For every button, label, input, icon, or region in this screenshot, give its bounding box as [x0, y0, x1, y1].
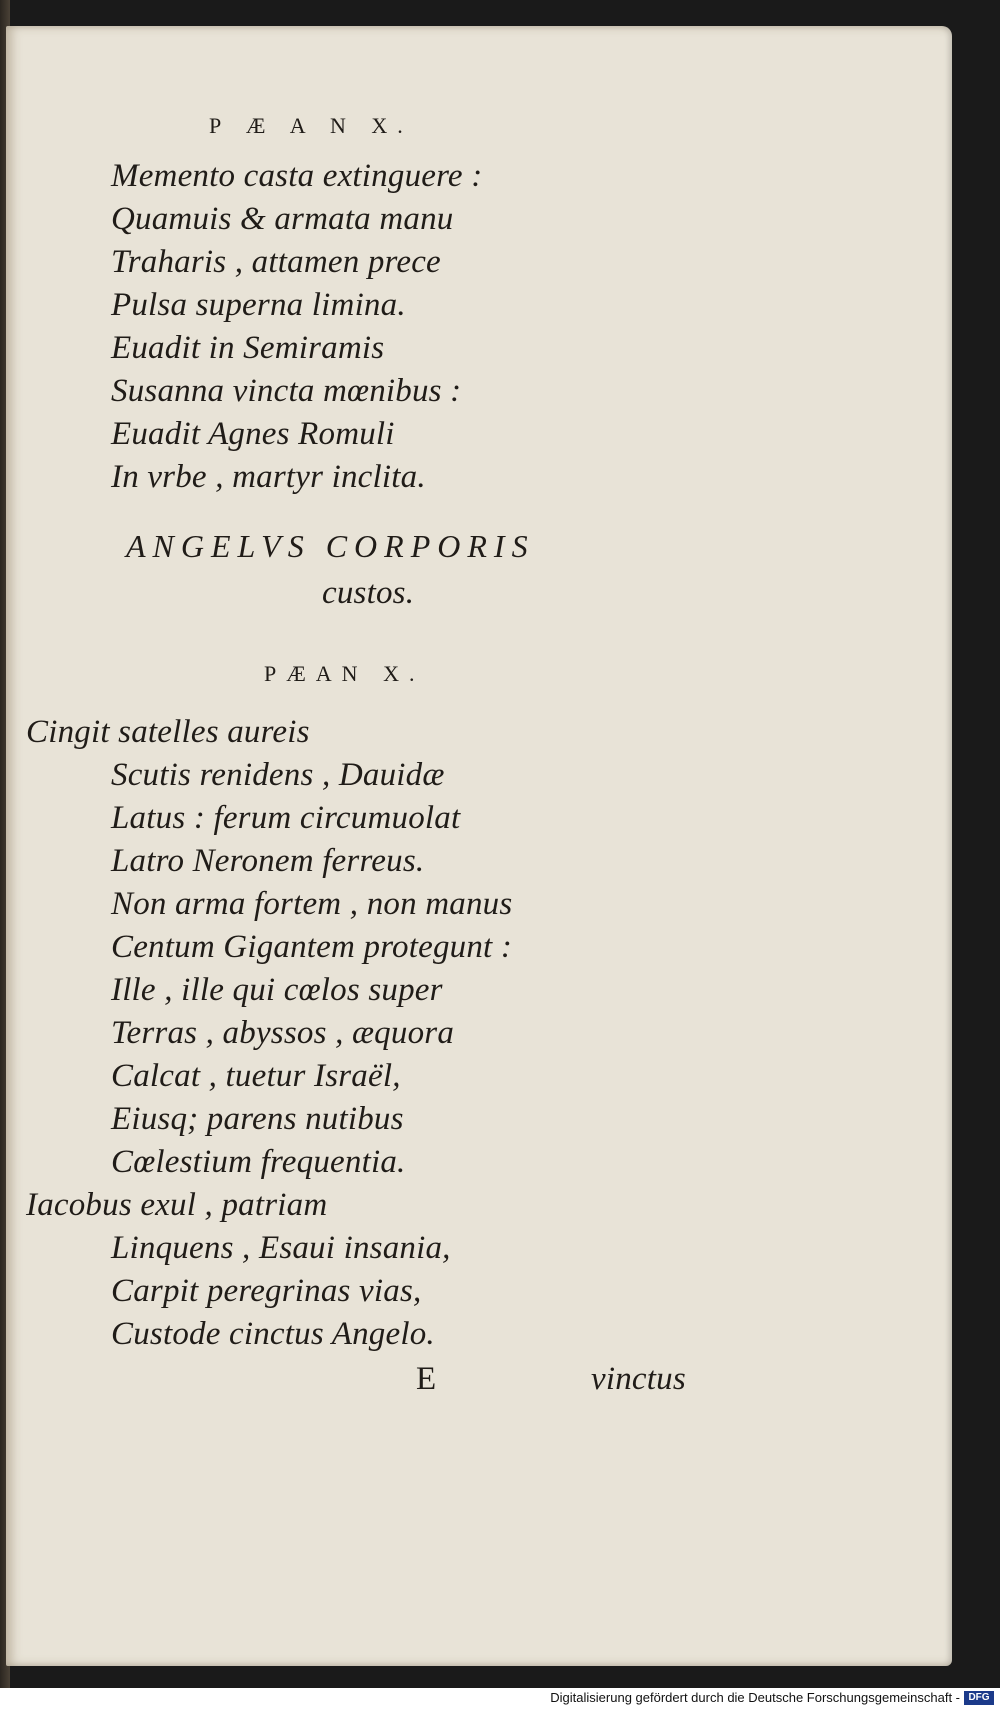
section-title: ANGELVS CORPORIS [126, 528, 535, 564]
verse-line: Terras , abyssos , æquora [111, 1015, 455, 1051]
verse-line: Scutis renidens , Dauidæ [111, 757, 445, 793]
verse-line: Euadit Agnes Romuli [111, 416, 395, 452]
verse-line: In vrbe , martyr inclita. [111, 459, 426, 495]
book-page [6, 26, 952, 1666]
running-head: P Æ A N X. [209, 113, 413, 138]
footer-credit: Digitalisierung gefördert durch die Deutsche Forschungsgemeinschaft - [550, 1690, 960, 1705]
verse-line: Susanna vincta mœnibus : [111, 373, 462, 409]
verse-line: Euadit in Semiramis [111, 330, 385, 366]
verse-line: Latus : ferum circumuolat [111, 800, 461, 836]
verse-line: Carpit peregrinas vias, [111, 1273, 422, 1309]
verse-line: Quamuis & armata manu [111, 201, 454, 237]
verse-line: Ille , ille qui cœlos super [111, 972, 443, 1008]
verse-line: Pulsa superna limina. [111, 287, 406, 323]
verse-line: Linquens , Esaui insania, [111, 1230, 451, 1266]
catchword: vinctus [591, 1361, 686, 1397]
verse-line: Custode cinctus Angelo. [111, 1316, 435, 1352]
verse-line: Cœlestium frequentia. [111, 1144, 406, 1180]
verse-line: Latro Neronem ferreus. [111, 843, 425, 879]
dfg-logo: DFG [964, 1691, 994, 1705]
signature-mark: E [416, 1361, 437, 1397]
verse-line: Memento casta extinguere : [111, 158, 483, 194]
verse-line: Traharis , attamen prece [111, 244, 441, 280]
verse-line: Centum Gigantem protegunt : [111, 929, 513, 965]
section-subtitle: custos. [322, 575, 415, 611]
verse-line: Eiusq; parens nutibus [111, 1101, 404, 1137]
verse-line: Cingit satelles aureis [26, 714, 310, 750]
verse-line: Non arma fortem , non manus [111, 886, 513, 922]
verse-line: Iacobus exul , patriam [26, 1187, 328, 1223]
section-head: PÆAN X. [264, 661, 425, 686]
verse-line: Calcat , tuetur Israël, [111, 1058, 401, 1094]
